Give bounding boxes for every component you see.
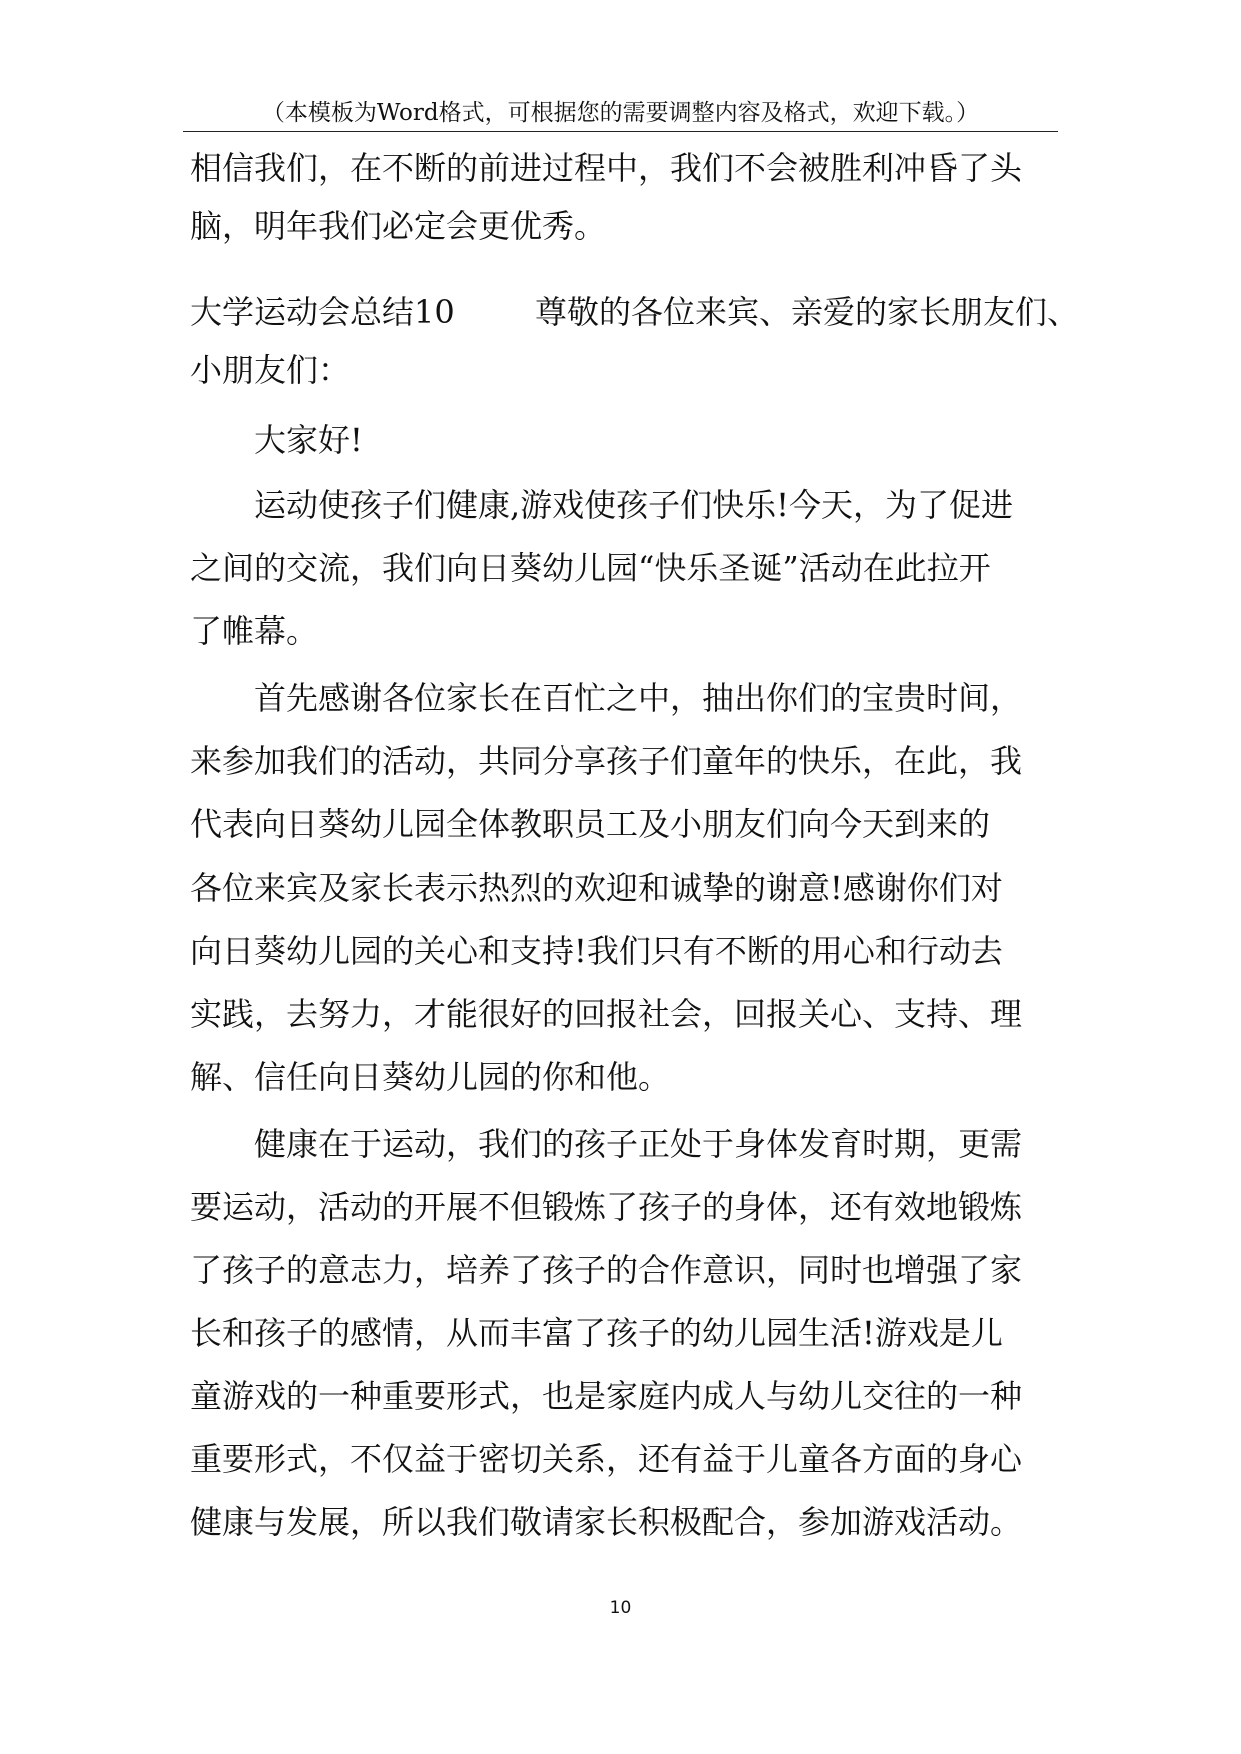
paragraph-line: 首先感谢各位家长在百忙之中，抽出你们的宝贵时间， bbox=[254, 679, 1023, 717]
salutation-line: 尊敬的各位来宾、亲爱的家长朋友们、 bbox=[535, 293, 1080, 331]
paragraph-line: 要运动，活动的开展不但锻炼了孩子的身体，还有效地锻炼 bbox=[190, 1188, 1023, 1226]
paragraph-line: 之间的交流，我们向日葵幼儿园“快乐圣诞”活动在此拉开 bbox=[190, 549, 991, 587]
paragraph-line: 代表向日葵幼儿园全体教职员工及小朋友们向今天到来的 bbox=[190, 805, 991, 843]
paragraph-line: 脑，明年我们必定会更优秀。 bbox=[190, 207, 607, 245]
paragraph-line: 解、信任向日葵幼儿园的你和他。 bbox=[190, 1058, 671, 1096]
paragraph-line: 相信我们，在不断的前进过程中，我们不会被胜利冲昏了头 bbox=[190, 149, 1023, 187]
paragraph-line: 运动使孩子们健康,游戏使孩子们快乐!今天，为了促进 bbox=[254, 486, 1014, 524]
paragraph-line: 实践，去努力，才能很好的回报社会，回报关心、支持、理 bbox=[190, 995, 1023, 1033]
header-divider bbox=[183, 131, 1058, 132]
paragraph-line: 健康在于运动，我们的孩子正处于身体发育时期，更需 bbox=[254, 1125, 1023, 1163]
paragraph-line: 向日葵幼儿园的关心和支持!我们只有不断的用心和行动去 bbox=[190, 932, 1003, 970]
paragraph-line: 了孩子的意志力，培养了孩子的合作意识，同时也增强了家 bbox=[190, 1251, 1023, 1289]
paragraph-line: 重要形式，不仅益于密切关系，还有益于儿童各方面的身心 bbox=[190, 1440, 1023, 1478]
paragraph-line: 各位来宾及家长表示热烈的欢迎和诚挚的谢意!感谢你们对 bbox=[190, 869, 1003, 907]
salutation-line: 小朋友们： bbox=[190, 351, 351, 389]
page-number: 10 bbox=[609, 1598, 632, 1618]
section-heading: 大学运动会总结10 bbox=[190, 293, 455, 331]
greeting-line: 大家好! bbox=[254, 421, 363, 459]
paragraph-line: 童游戏的一种重要形式，也是家庭内成人与幼儿交往的一种 bbox=[190, 1377, 1023, 1415]
paragraph-line: 健康与发展，所以我们敬请家长积极配合，参加游戏活动。 bbox=[190, 1503, 1023, 1541]
paragraph-line: 了帷幕。 bbox=[190, 612, 319, 650]
template-notice: （本模板为Word格式，可根据您的需要调整内容及格式，欢迎下载。） bbox=[261, 100, 980, 126]
paragraph-line: 来参加我们的活动，共同分享孩子们童年的快乐，在此，我 bbox=[190, 742, 1023, 780]
paragraph-line: 长和孩子的感情，从而丰富了孩子的幼儿园生活!游戏是儿 bbox=[190, 1314, 1003, 1352]
